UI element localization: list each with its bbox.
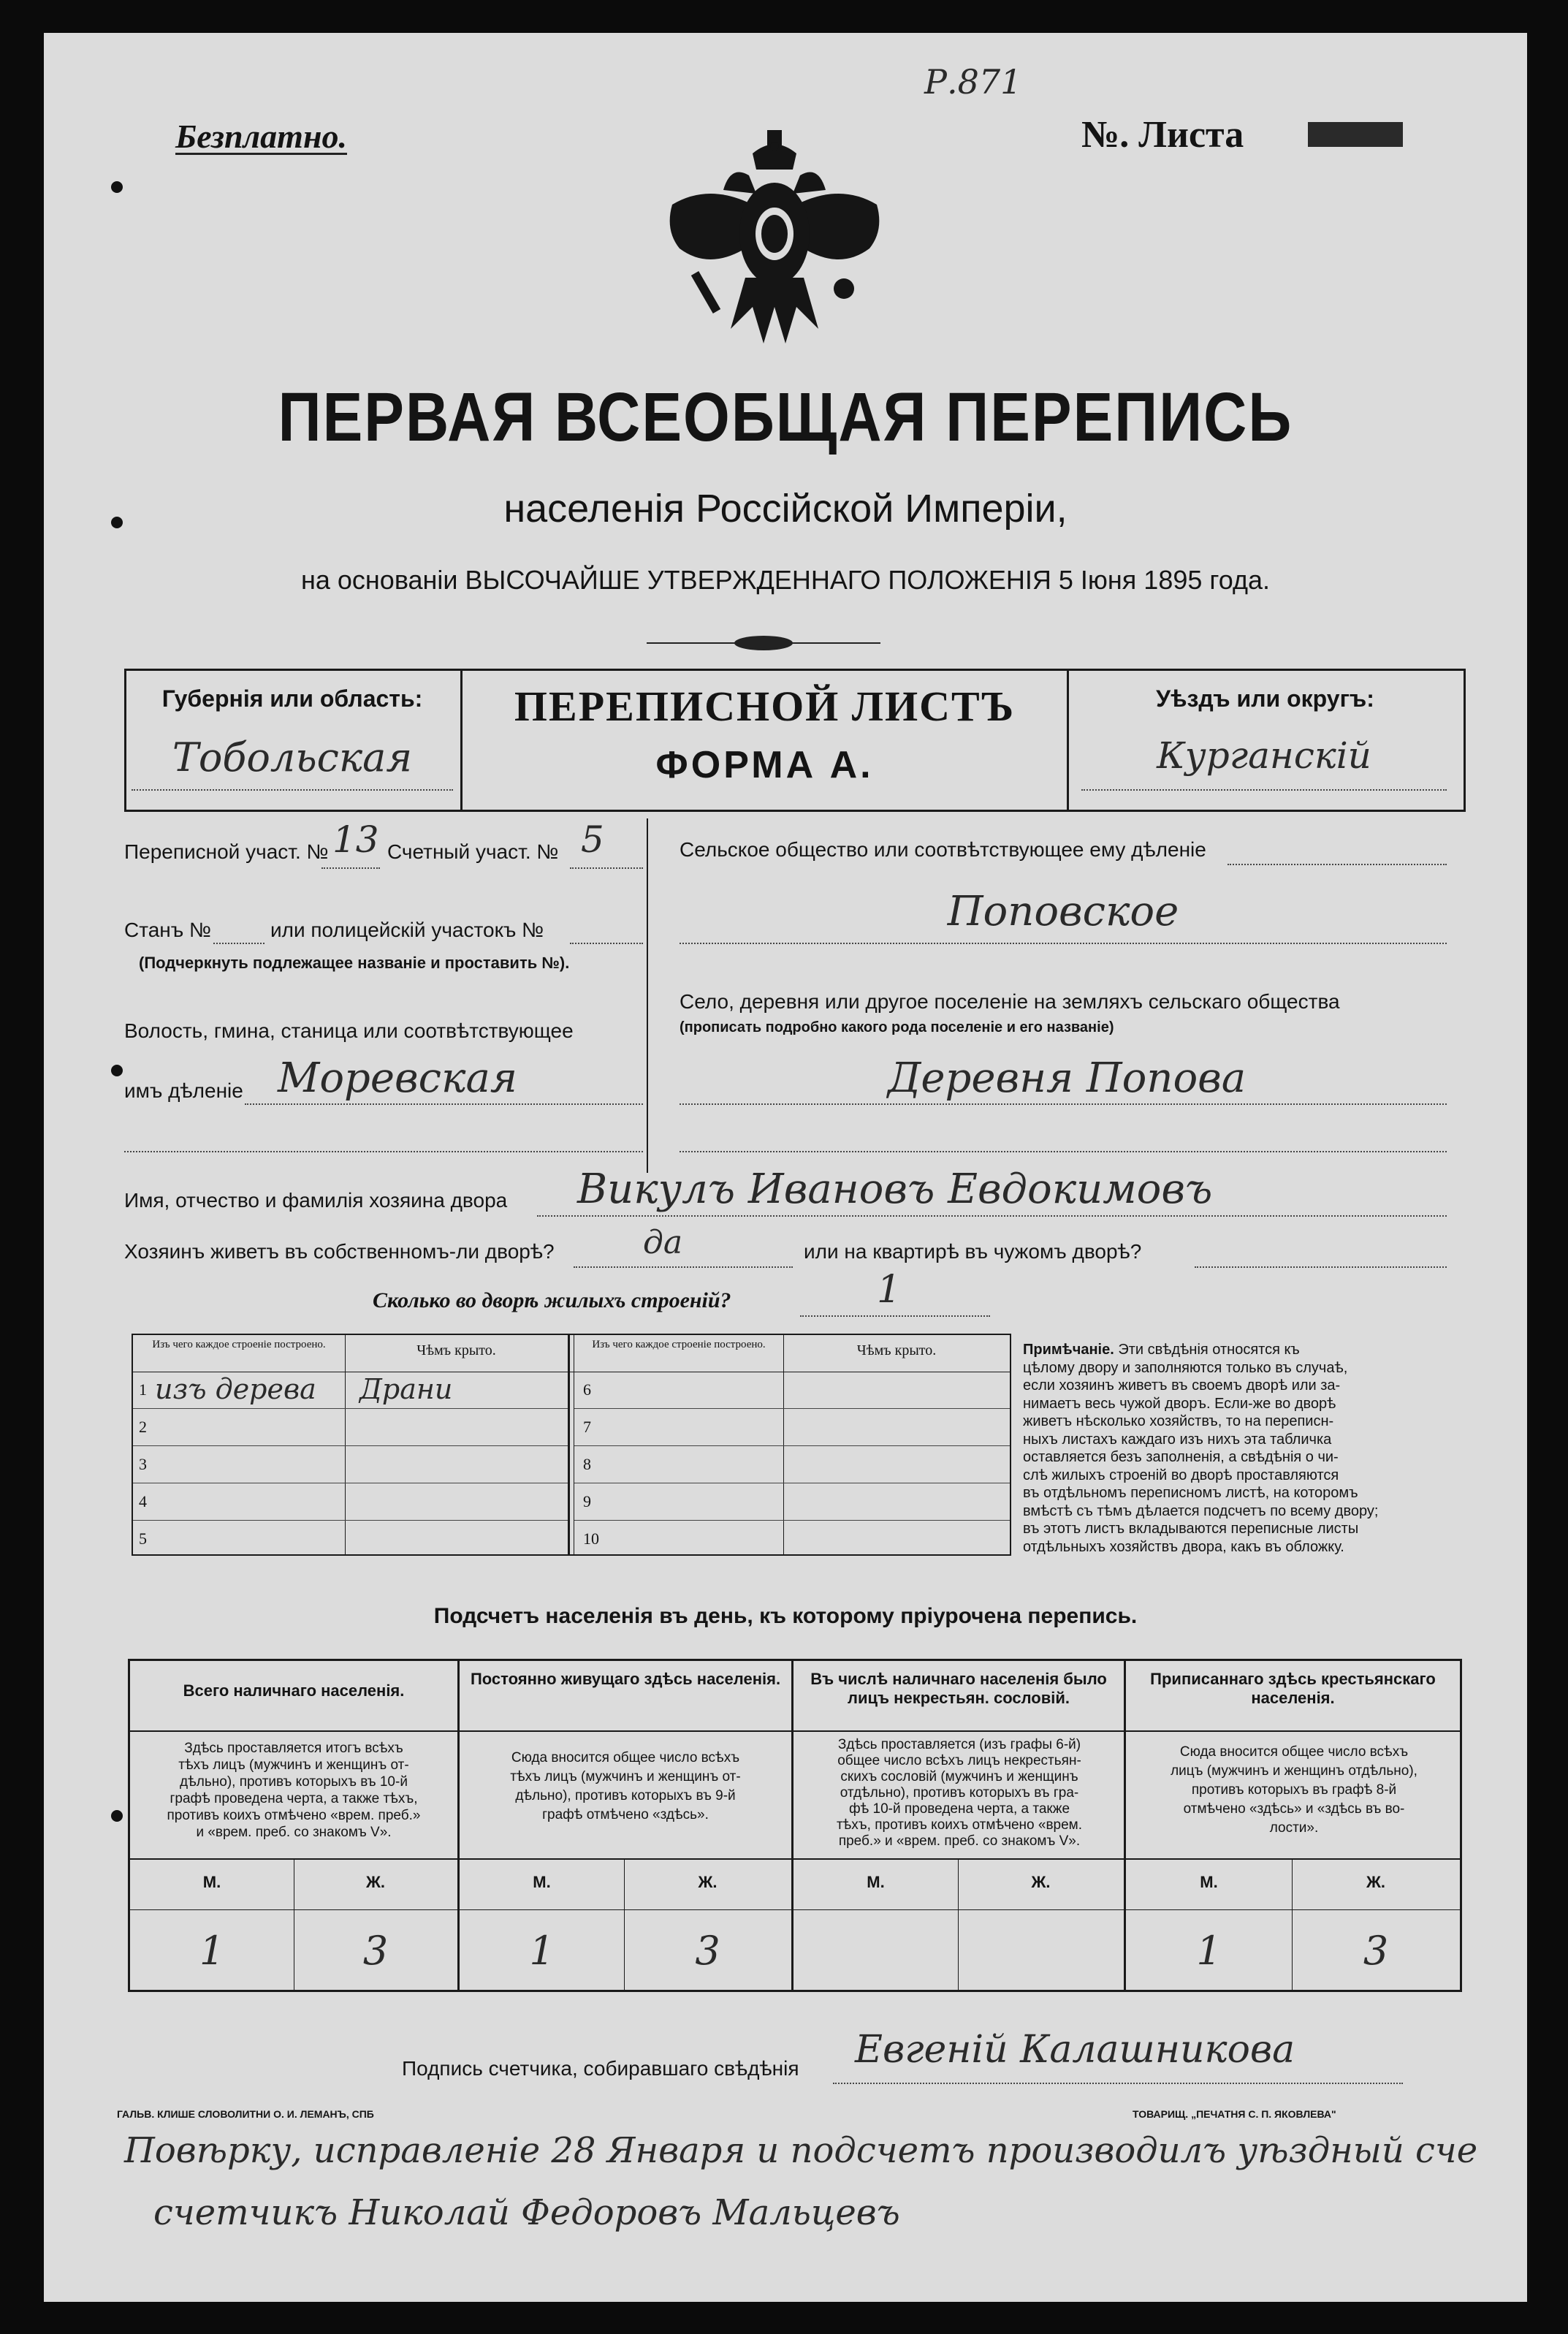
group-1-title: Всего наличнаго населенія. — [183, 1681, 405, 1700]
table-row: 1 изъ дерева Драни — [133, 1372, 568, 1409]
table-row: 3 — [133, 1446, 568, 1483]
society-value: Поповское — [947, 888, 1179, 935]
col-material-label-right: Изъ чего каждое строеніе построено. — [592, 1339, 766, 1350]
printer-right: ТОВАРИЩ. „ПЕЧАТНЯ С. П. ЯКОВЛЕВА" — [1133, 2108, 1336, 2120]
counting-value: 5 — [581, 818, 604, 861]
archive-reference: Р.871 — [924, 62, 1022, 102]
col-roof-label: Чѣмъ крыто. — [416, 1342, 496, 1358]
rented-label: или на квартирѣ въ чужомъ дворѣ? — [804, 1240, 1142, 1263]
underline-note: (Подчеркнуть подлежащее названіе и проставить №). — [139, 954, 570, 972]
count-table — [128, 1659, 1462, 1992]
uezd-label: Уѣздъ или округъ: — [1156, 685, 1374, 712]
form-title: ПЕРЕПИСНОЙ ЛИСТЪ — [514, 683, 1016, 730]
footnote-line-1: Повѣрку, исправленіе 28 Января и подсчетъ производилъ уѣздный сче — [124, 2130, 1478, 2171]
signature-value: Евгеній Калашникова — [855, 2028, 1295, 2072]
table-row: 9 — [574, 1483, 1010, 1521]
group-4-title: Приписаннаго здѣсь крестьянскаго населенія. — [1150, 1670, 1436, 1707]
buildings-value: 1 — [877, 1268, 902, 1312]
count-value: 3 — [695, 1928, 720, 1974]
count-value: 3 — [362, 1928, 389, 1974]
sub-f-1: Ж. — [366, 1873, 385, 1891]
col-material-label: Изъ чего каждое строеніе построено. — [152, 1339, 326, 1350]
note-block: Примѣчаніе. Эти свѣдѣнія относятся къ цѣлому двору и заполняются только въ случаѣ, если хозяинъ живетъ въ своемъ дворѣ или за- нимаетъ весь чужой дворъ. Если-же во дворѣ живетъ нѣсколько хозяйствъ, то на переписн- ныхъ листахъ каждаго изъ нихъ эта табличка оставляется безъ заполненія, а свѣдѣнія о чи- слѣ жилыхъ строеній во дворѣ проставляются въ отдѣльномъ переписномъ листѣ, на которомъ вмѣстѣ съ тѣмъ дѣлается подсчетъ по всему двору; въ этотъ листъ вкладываются переписные листы отдѣльныхъ хозяйствъ двора, какъ въ обложку. — [1023, 1342, 1379, 1555]
group-3-title: Въ числѣ наличнаго населенія было лицъ некрестьян. сословій. — [810, 1670, 1107, 1707]
owner-name-value: Викулъ Ивановъ Евдокимовъ — [577, 1166, 1213, 1213]
group-1-desc: Здѣсь проставляется итогъ всѣхъ тѣхъ лицъ (мужчинъ и женщинъ от- дѣльно), противъ которыхъ въ 10-й графѣ проведена черта, а также тѣхъ, противъ коихъ отмѣчено «врем. преб.» и «врем. преб. со знакомъ V». — [167, 1741, 421, 1840]
group-2-desc: Сюда вносится общее число всѣхъ тѣхъ лицъ (мужчинъ и женщинъ от- дѣльно), противъ которыхъ въ 9-й графѣ отмѣчено «здѣсь». — [510, 1750, 741, 1822]
table-row: 6 — [574, 1372, 1010, 1409]
volost-label: Волость, гмина, станица или соотвѣтствующее — [124, 1019, 574, 1042]
count-value: 1 — [1196, 1928, 1222, 1974]
sub-f-2: Ж. — [698, 1873, 718, 1891]
owner-name-label: Имя, отчество и фамилія хозяина двора — [124, 1189, 508, 1212]
group-2-title: Постоянно живущаго здѣсь населенія. — [470, 1670, 781, 1688]
count-title: Подсчетъ населенія въ день, къ которому пріурочена перепись. — [433, 1604, 1138, 1628]
buildings-label: Сколько во дворѣ жилыхъ строеній? — [373, 1288, 731, 1312]
buildings-table — [132, 1334, 1011, 1556]
uezd-value: Курганскій — [1157, 734, 1371, 777]
district-value: 13 — [332, 818, 379, 861]
volost-label-2: имъ дѣленіе — [124, 1079, 243, 1102]
society-label: Сельское общество или соотвѣтствующее ему дѣленіе — [680, 838, 1206, 861]
block-divider — [647, 818, 648, 1173]
sheet-number-blot — [1308, 122, 1403, 147]
buildings-rows-right — [574, 1372, 1010, 1556]
buildings-rows-left — [133, 1372, 568, 1556]
sub-f-3: Ж. — [1031, 1873, 1051, 1891]
printer-left: ГАЛЬВ. КЛИШЕ СЛОВОЛИТНИ О. И. ЛЕМАНЪ, СПБ — [117, 2108, 374, 2120]
group-4-desc: Сюда вносится общее число всѣхъ лицъ (мужчинъ и женщинъ отдѣльно), противъ которыхъ въ графѣ 8-й отмѣчено «здѣсь» и «здѣсь въ во- лости». — [1171, 1744, 1417, 1836]
own-yard-label: Хозяинъ живетъ въ собственномъ-ли дворѣ? — [124, 1240, 555, 1263]
group-3-desc: Здѣсь проставляется (изъ графы 6-й) общее число всѣхъ лицъ некрестьян- скихъ сословій (мужчинъ и женщинъ отдѣльно), противъ которыхъ въ гра- фѣ 10-й проведена черта, а также тѣхъ, противъ коихъ отмѣчено «врем. преб.» и «врем. преб. со знакомъ V». — [836, 1737, 1083, 1849]
ornament-divider — [647, 632, 880, 654]
village-label: Село, деревня или другое поселеніе на земляхъ сельскаго общества — [680, 990, 1340, 1013]
count-value: 1 — [529, 1928, 555, 1974]
col-roof-label-right: Чѣмъ крыто. — [856, 1342, 937, 1358]
table-row: 2 — [133, 1409, 568, 1446]
title-basis: на основаніи ВЫСОЧАЙШЕ УТВЕРЖДЕННАГО ПОЛОЖЕНІЯ 5 Іюня 1895 года. — [300, 565, 1270, 595]
volost-value: Моревская — [278, 1054, 517, 1102]
sheet-number-label: №. Листа — [1081, 114, 1244, 156]
village-value: Деревня Попова — [887, 1054, 1247, 1102]
sub-m-1: М. — [202, 1873, 221, 1891]
punch-hole-icon — [111, 1810, 123, 1822]
sub-m-3: М. — [867, 1873, 885, 1891]
table-row: 4 — [133, 1483, 568, 1521]
punch-hole-icon — [111, 181, 123, 193]
sub-m-4: М. — [1200, 1873, 1218, 1891]
footnote-line-2: счетчикъ Николай Федоровъ Мальцевъ — [153, 2192, 900, 2233]
police-label: или полицейскій участокъ № — [270, 919, 544, 941]
form-name: ФОРМА А. — [655, 744, 874, 786]
table-row: 7 — [574, 1409, 1010, 1446]
stan-label: Станъ № — [124, 919, 212, 941]
title-main: ПЕРВАЯ ВСЕОБЩАЯ ПЕРЕПИСЬ — [278, 379, 1293, 456]
punch-hole-icon — [111, 1065, 123, 1076]
note-title: Примѣчаніе. — [1023, 1342, 1114, 1358]
table-row: 10 — [583, 1529, 599, 1548]
census-sheet — [44, 33, 1527, 2302]
own-yard-value: да — [643, 1224, 683, 1261]
count-value: 3 — [1363, 1928, 1389, 1974]
table-row: 8 — [574, 1446, 1010, 1483]
title-sub: населенія Россійской Имперіи, — [503, 487, 1067, 531]
guberniya-label: Губернія или область: — [161, 685, 423, 712]
counting-label: Счетный участ. № — [387, 840, 559, 863]
district-label: Переписной участ. № — [124, 840, 329, 863]
guberniya-value: Тобольская — [172, 734, 413, 780]
imperial-eagle-icon — [658, 124, 891, 365]
table-row: 5 — [139, 1529, 147, 1548]
signature-label: Подпись счетчика, собиравшаго свѣдѣнія — [402, 2057, 799, 2080]
village-note: (прописать подробно какого рода поселеніе и его названіе) — [680, 1019, 1114, 1035]
sub-f-4: Ж. — [1366, 1873, 1385, 1891]
count-value: 1 — [199, 1928, 225, 1974]
sub-m-2: М. — [533, 1873, 551, 1891]
free-label: Безплатно. — [175, 118, 347, 155]
